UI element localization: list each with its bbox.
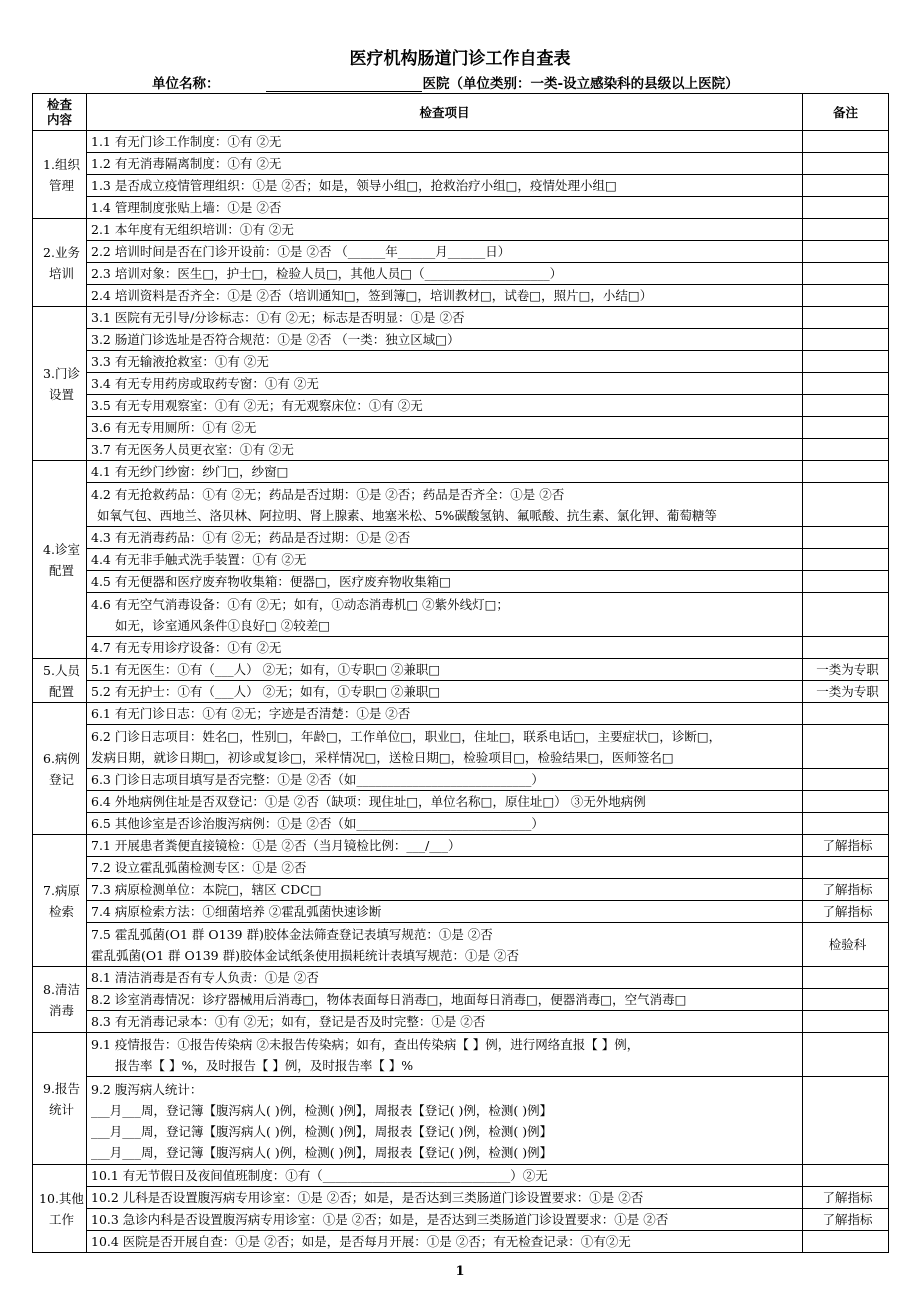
table-row bbox=[33, 351, 889, 373]
note-cell: 了解指标 bbox=[803, 1187, 889, 1209]
table-row bbox=[33, 593, 889, 637]
check-item-cell[interactable] bbox=[87, 967, 803, 989]
category-cell: 5.人员 配置 bbox=[33, 659, 87, 703]
unit-label: 单位名称： bbox=[152, 76, 220, 92]
check-item-text: 6.5 其他诊室是否诊治腹泻病例：①是 ②否（如____________________________） bbox=[91, 816, 544, 831]
check-item-cell[interactable] bbox=[87, 879, 803, 901]
check-item-cell[interactable] bbox=[87, 549, 803, 571]
table-row bbox=[33, 483, 889, 527]
check-item-text: 7.2 设立霍乱弧菌检测专区：①是 ②否 bbox=[91, 860, 307, 875]
note-cell bbox=[803, 791, 889, 813]
check-item-text: 发病日期，就诊日期□，初诊或复诊□，采样情况□，送检日期□，检验项目□，检验结果□，医师签名□ bbox=[91, 749, 674, 765]
table-body bbox=[33, 131, 889, 1253]
note-cell bbox=[803, 857, 889, 879]
check-item-cell[interactable] bbox=[87, 1209, 803, 1231]
note-cell bbox=[803, 989, 889, 1011]
check-item-text: 如无，诊室通风条件①良好□ ②较差□ bbox=[115, 617, 331, 633]
check-item-text: 6.4 外地病例住址是否双登记：①是 ②否（缺项：现住址□，单位名称□，原住址□） ③无外地病例 bbox=[91, 794, 646, 809]
page-number: 1 bbox=[455, 1264, 465, 1279]
check-item-cell[interactable] bbox=[87, 197, 803, 219]
note-cell bbox=[803, 351, 889, 373]
note-cell bbox=[803, 571, 889, 593]
note-cell bbox=[803, 439, 889, 461]
table-header-row bbox=[33, 94, 889, 131]
unit-name-blank[interactable] bbox=[266, 77, 422, 92]
check-item-text: 2.4 培训资料是否齐全：①是 ②否（培训通知□，签到簿□，培训教材□，试卷□，照片□，小结□） bbox=[91, 288, 653, 303]
note-cell: 了解指标 bbox=[803, 879, 889, 901]
table-row bbox=[33, 813, 889, 835]
check-item-text: 8.2 诊室消毒情况：诊疗器械用后消毒□，物体表面每日消毒□，地面每日消毒□，便器消毒□，空气消毒□ bbox=[91, 992, 687, 1007]
note-cell bbox=[803, 483, 889, 527]
table-row bbox=[33, 549, 889, 571]
check-item-cell[interactable] bbox=[87, 923, 803, 967]
category-cell: 9.报告 统计 bbox=[33, 1033, 87, 1165]
note-cell bbox=[803, 153, 889, 175]
note-cell bbox=[803, 527, 889, 549]
note-cell bbox=[803, 813, 889, 835]
table-row bbox=[33, 395, 889, 417]
check-item-text: 9.1 疫情报告：①报告传染病 ②未报告传染病；如有，查出传染病【 】例，进行网络直报【 】例， bbox=[91, 1036, 640, 1052]
check-item-text: 6.1 有无门诊日志：①有 ②无；字迹是否清楚：①是 ②否 bbox=[91, 706, 411, 721]
header-notes: 备注 bbox=[803, 94, 889, 131]
check-item-text: 1.3 是否成立疫情管理组织：①是 ②否；如是，领导小组□，抢救治疗小组□，疫情处理小组□ bbox=[91, 178, 617, 193]
check-item-cell[interactable] bbox=[87, 285, 803, 307]
check-item-text: 5.2 有无护士：①有（___人） ②无；如有，①专职□ ②兼职□ bbox=[91, 684, 441, 699]
note-cell bbox=[803, 703, 889, 725]
table-row bbox=[33, 1011, 889, 1033]
check-item-text: 7.3 病原检测单位：本院□，辖区 CDC□ bbox=[91, 882, 322, 897]
page-title: 医疗机构肠道门诊工作自查表 bbox=[349, 49, 571, 69]
table-row bbox=[33, 153, 889, 175]
check-item-text: 3.1 医院有无引导/分诊标志：①有 ②无；标志是否明显：①是 ②否 bbox=[91, 310, 465, 325]
check-item-text: 5.1 有无医生：①有（___人） ②无；如有，①专职□ ②兼职□ bbox=[91, 662, 441, 677]
table-row bbox=[33, 923, 889, 967]
check-item-text: 6.2 门诊日志项目：姓名□，性别□，年龄□，工作单位□，职业□，住址□，联系电话□，主要症状□，诊断□， bbox=[91, 728, 722, 744]
table-row bbox=[33, 659, 889, 681]
check-item-text: 7.1 开展患者粪便直接镜检：①是 ②否（当月镜检比例：___/___） bbox=[91, 838, 461, 853]
note-cell bbox=[803, 593, 889, 637]
check-item-text: 10.1 有无节假日及夜间值班制度：①有（______________________________）②无 bbox=[91, 1168, 548, 1183]
note-cell bbox=[803, 197, 889, 219]
check-item-cell[interactable] bbox=[87, 769, 803, 791]
table-row bbox=[33, 285, 889, 307]
note-cell bbox=[803, 769, 889, 791]
note-cell bbox=[803, 395, 889, 417]
check-item-text: 3.7 有无医务人员更衣室：①有 ②无 bbox=[91, 442, 294, 457]
category-cell: 10.其他 工作 bbox=[33, 1165, 87, 1253]
check-item-cell[interactable] bbox=[87, 989, 803, 1011]
check-item-cell[interactable] bbox=[87, 681, 803, 703]
check-item-cell[interactable] bbox=[87, 241, 803, 263]
check-item-text: 3.4 有无专用药房或取药专窗：①有 ②无 bbox=[91, 376, 319, 391]
check-item-cell[interactable] bbox=[87, 791, 803, 813]
category-cell: 7.病原 检索 bbox=[33, 835, 87, 967]
table-row bbox=[33, 1033, 889, 1077]
note-cell bbox=[803, 131, 889, 153]
check-item-cell[interactable] bbox=[87, 1231, 803, 1253]
table-row bbox=[33, 373, 889, 395]
check-item-text: 4.2 有无抢救药品：①有 ②无；药品是否过期：①是 ②否；药品是否齐全：①是 ②否 bbox=[91, 486, 565, 502]
table-row bbox=[33, 989, 889, 1011]
check-item-cell[interactable] bbox=[87, 329, 803, 351]
check-item-text: 1.2 有无消毒隔离制度：①有 ②无 bbox=[91, 156, 282, 171]
check-item-cell[interactable] bbox=[87, 483, 803, 527]
table-row bbox=[33, 417, 889, 439]
check-item-cell[interactable] bbox=[87, 813, 803, 835]
check-item-text: 10.4 医院是否开展自查：①是 ②否；如是，是否每月开展：①是 ②否；有无检查记录：①有②无 bbox=[91, 1234, 631, 1249]
unit-suffix: 医院（单位类别：一类-设立感染科的县级以上医院） bbox=[422, 76, 739, 92]
category-cell: 6.病例 登记 bbox=[33, 703, 87, 835]
table-row bbox=[33, 439, 889, 461]
note-cell: 一类为专职 bbox=[803, 659, 889, 681]
table-row bbox=[33, 681, 889, 703]
check-item-cell[interactable] bbox=[87, 373, 803, 395]
table-row bbox=[33, 571, 889, 593]
note-cell bbox=[803, 263, 889, 285]
check-item-text: 6.3 门诊日志项目填写是否完整：①是 ②否（如____________________________） bbox=[91, 772, 544, 787]
check-item-cell[interactable] bbox=[87, 1033, 803, 1077]
check-item-text: 3.3 有无输液抢救室：①有 ②无 bbox=[91, 354, 269, 369]
note-cell bbox=[803, 1231, 889, 1253]
header-category: 检查内容 bbox=[33, 94, 87, 131]
check-item-cell[interactable] bbox=[87, 571, 803, 593]
table-row bbox=[33, 1209, 889, 1231]
note-cell: 了解指标 bbox=[803, 1209, 889, 1231]
table-row bbox=[33, 725, 889, 769]
category-cell: 2.业务 培训 bbox=[33, 219, 87, 307]
check-item-text: 报告率【 】%，及时报告【 】例，及时报告率【 】% bbox=[115, 1057, 414, 1073]
table-row bbox=[33, 329, 889, 351]
check-item-cell[interactable] bbox=[87, 351, 803, 373]
table-row bbox=[33, 307, 889, 329]
check-item-text: 1.4 管理制度张贴上墙：①是 ②否 bbox=[91, 200, 282, 215]
check-item-text: 4.4 有无非手触式洗手装置：①有 ②无 bbox=[91, 552, 307, 567]
header-items: 检查项目 bbox=[87, 94, 803, 131]
table-row bbox=[33, 1231, 889, 1253]
note-cell bbox=[803, 461, 889, 483]
table-row bbox=[33, 791, 889, 813]
table-row bbox=[33, 769, 889, 791]
check-item-text: 3.5 有无专用观察室：①有 ②无；有无观察床位：①有 ②无 bbox=[91, 398, 423, 413]
table-row bbox=[33, 967, 889, 989]
note-cell: 了解指标 bbox=[803, 901, 889, 923]
note-cell: 了解指标 bbox=[803, 835, 889, 857]
table-row bbox=[33, 1187, 889, 1209]
note-cell bbox=[803, 175, 889, 197]
table-row bbox=[33, 1165, 889, 1187]
check-item-cell[interactable] bbox=[87, 131, 803, 153]
check-item-cell[interactable] bbox=[87, 263, 803, 285]
check-item-text: 8.3 有无消毒记录本：①有 ②无；如有，登记是否及时完整：①是 ②否 bbox=[91, 1014, 486, 1029]
check-item-text: 如氧气包、西地兰、洛贝林、阿拉明、肾上腺素、地塞米松、5%碳酸氢钠、氟哌酸、抗生素、氯化钾、葡萄糖等 bbox=[97, 507, 717, 523]
check-item-cell[interactable] bbox=[87, 395, 803, 417]
check-item-cell[interactable] bbox=[87, 307, 803, 329]
check-item-text: 10.2 儿科是否设置腹泻病专用诊室：①是 ②否；如是，是否达到三类肠道门诊设置要求：①是 ②否 bbox=[91, 1190, 644, 1205]
check-item-text: ___月___周，登记簿【腹泻病人( )例，检测( )例】，周报表【登记( )例，检测( )例】 bbox=[91, 1123, 553, 1139]
note-cell: 检验科 bbox=[803, 923, 889, 967]
note-cell bbox=[803, 1011, 889, 1033]
check-item-cell[interactable] bbox=[87, 439, 803, 461]
check-item-cell[interactable] bbox=[87, 593, 803, 637]
check-item-cell[interactable] bbox=[87, 857, 803, 879]
category-cell: 8.清洁 消毒 bbox=[33, 967, 87, 1033]
check-item-text: 4.1 有无纱门纱窗：纱门□，纱窗□ bbox=[91, 464, 289, 479]
table-row bbox=[33, 241, 889, 263]
table-row bbox=[33, 219, 889, 241]
check-item-text: 2.3 培训对象：医生□，护士□，检验人员□，其他人员□（____________________） bbox=[91, 266, 563, 281]
check-item-cell[interactable] bbox=[87, 219, 803, 241]
check-item-text: 1.1 有无门诊工作制度：①有 ②无 bbox=[91, 134, 282, 149]
note-cell bbox=[803, 329, 889, 351]
note-cell bbox=[803, 725, 889, 769]
check-item-text: 4.3 有无消毒药品：①有 ②无；药品是否过期：①是 ②否 bbox=[91, 530, 411, 545]
check-item-cell[interactable] bbox=[87, 835, 803, 857]
check-item-text: 7.4 病原检索方法：①细菌培养 ②霍乱弧菌快速诊断 bbox=[91, 904, 382, 919]
check-item-cell[interactable] bbox=[87, 901, 803, 923]
table-row bbox=[33, 1077, 889, 1165]
table-row bbox=[33, 461, 889, 483]
check-item-cell[interactable] bbox=[87, 637, 803, 659]
check-item-text: ___月___周，登记簿【腹泻病人( )例，检测( )例】，周报表【登记( )例，检测( )例】 bbox=[91, 1102, 553, 1118]
table-row bbox=[33, 901, 889, 923]
check-item-cell[interactable] bbox=[87, 659, 803, 681]
check-item-text: 10.3 急诊内科是否设置腹泻病专用诊室：①是 ②否；如是，是否达到三类肠道门诊设置要求：①是 ②否 bbox=[91, 1212, 669, 1227]
note-cell bbox=[803, 1033, 889, 1077]
check-item-cell[interactable] bbox=[87, 527, 803, 549]
table-row bbox=[33, 637, 889, 659]
check-item-text: 2.2 培训时间是否在门诊开设前：①是 ②否 （______年______月______日） bbox=[91, 244, 511, 259]
note-cell bbox=[803, 1165, 889, 1187]
note-cell bbox=[803, 417, 889, 439]
check-item-text: 霍乱弧菌(O1 群 O139 群)胶体金试纸条使用损耗统计表填写规范：①是 ②否 bbox=[91, 947, 519, 963]
check-item-cell[interactable] bbox=[87, 703, 803, 725]
check-item-cell[interactable] bbox=[87, 417, 803, 439]
note-cell bbox=[803, 241, 889, 263]
table-row bbox=[33, 703, 889, 725]
check-item-text: 9.2 腹泻病人统计： bbox=[91, 1081, 203, 1097]
table-row bbox=[33, 835, 889, 857]
check-item-text: 3.2 肠道门诊选址是否符合规范：①是 ②否 （一类：独立区域□） bbox=[91, 332, 460, 347]
table-row bbox=[33, 263, 889, 285]
check-item-text: 4.6 有无空气消毒设备：①有 ②无；如有，①动态消毒机□ ②紫外线灯□； bbox=[91, 596, 509, 612]
category-cell: 1.组织 管理 bbox=[33, 131, 87, 219]
table-row bbox=[33, 131, 889, 153]
check-item-text: 4.5 有无便器和医疗废弃物收集箱：便器□，医疗废弃物收集箱□ bbox=[91, 574, 451, 589]
check-item-cell[interactable] bbox=[87, 175, 803, 197]
check-item-cell[interactable] bbox=[87, 1011, 803, 1033]
unit-line bbox=[152, 72, 739, 92]
note-cell bbox=[803, 637, 889, 659]
note-cell bbox=[803, 1077, 889, 1165]
table-row bbox=[33, 175, 889, 197]
inspection-table bbox=[32, 93, 889, 1253]
check-item-text: 7.5 霍乱弧菌(O1 群 O139 群)胶体金法筛查登记表填写规范：①是 ②否 bbox=[91, 926, 493, 942]
note-cell bbox=[803, 373, 889, 395]
note-cell bbox=[803, 549, 889, 571]
table-row bbox=[33, 527, 889, 549]
check-item-text: ___月___周，登记簿【腹泻病人( )例，检测( )例】，周报表【登记( )例，检测( )例】 bbox=[91, 1144, 553, 1160]
check-item-text: 2.1 本年度有无组织培训：①有 ②无 bbox=[91, 222, 294, 237]
note-cell: 一类为专职 bbox=[803, 681, 889, 703]
table-row bbox=[33, 857, 889, 879]
table-row bbox=[33, 197, 889, 219]
check-item-cell[interactable] bbox=[87, 461, 803, 483]
check-item-cell[interactable] bbox=[87, 1187, 803, 1209]
category-cell: 3.门诊 设置 bbox=[33, 307, 87, 461]
table-row bbox=[33, 879, 889, 901]
note-cell bbox=[803, 219, 889, 241]
category-cell: 4.诊室 配置 bbox=[33, 461, 87, 659]
check-item-cell[interactable] bbox=[87, 153, 803, 175]
note-cell bbox=[803, 967, 889, 989]
check-item-cell[interactable] bbox=[87, 1077, 803, 1165]
note-cell bbox=[803, 285, 889, 307]
check-item-cell[interactable] bbox=[87, 725, 803, 769]
note-cell bbox=[803, 307, 889, 329]
check-item-cell[interactable] bbox=[87, 1165, 803, 1187]
check-item-text: 8.1 清洁消毒是否有专人负责：①是 ②否 bbox=[91, 970, 319, 985]
check-item-text: 4.7 有无专用诊疗设备：①有 ②无 bbox=[91, 640, 282, 655]
check-item-text: 3.6 有无专用厕所：①有 ②无 bbox=[91, 420, 257, 435]
